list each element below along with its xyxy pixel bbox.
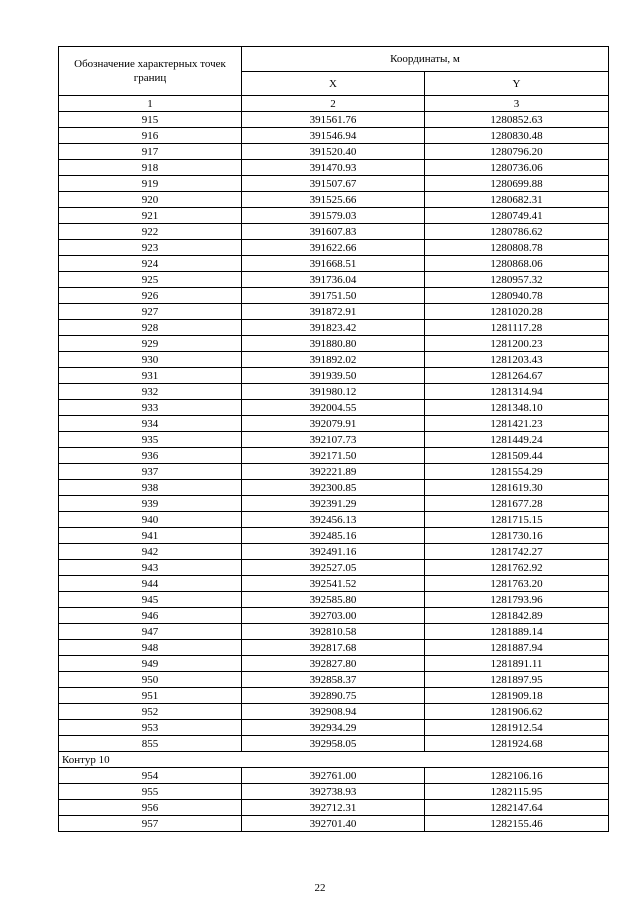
y-coordinate: 1280940.78 <box>425 288 609 304</box>
table-row <box>59 432 609 448</box>
y-coordinate: 1281554.29 <box>425 464 609 480</box>
y-coordinate: 1281449.24 <box>425 432 609 448</box>
y-coordinate: 1281264.67 <box>425 368 609 384</box>
table-row <box>59 160 609 176</box>
table-row <box>59 208 609 224</box>
x-coordinate: 392908.94 <box>242 704 425 720</box>
table-row <box>59 656 609 672</box>
point-number: 921 <box>59 208 242 224</box>
x-coordinate: 392171.50 <box>242 448 425 464</box>
table-row <box>59 128 609 144</box>
x-coordinate: 391579.03 <box>242 208 425 224</box>
point-number: 929 <box>59 336 242 352</box>
x-coordinate: 392701.40 <box>242 816 425 832</box>
y-coordinate: 1281793.96 <box>425 592 609 608</box>
x-coordinate: 391823.42 <box>242 320 425 336</box>
header-coordinates: Координаты, м <box>242 47 609 72</box>
x-coordinate: 392004.55 <box>242 400 425 416</box>
y-coordinate: 1282147.64 <box>425 800 609 816</box>
column-number: 2 <box>242 96 425 112</box>
x-coordinate: 392491.16 <box>242 544 425 560</box>
x-coordinate: 391980.12 <box>242 384 425 400</box>
x-coordinate: 391546.94 <box>242 128 425 144</box>
y-coordinate: 1281742.27 <box>425 544 609 560</box>
x-coordinate: 392527.05 <box>242 560 425 576</box>
y-coordinate: 1281619.30 <box>425 480 609 496</box>
x-coordinate: 391892.02 <box>242 352 425 368</box>
y-coordinate: 1280852.63 <box>425 112 609 128</box>
y-coordinate: 1281897.95 <box>425 672 609 688</box>
point-number: 944 <box>59 576 242 592</box>
y-coordinate: 1280830.48 <box>425 128 609 144</box>
point-number: 916 <box>59 128 242 144</box>
x-coordinate: 392391.29 <box>242 496 425 512</box>
column-number: 1 <box>59 96 242 112</box>
column-numbers-row <box>59 96 609 112</box>
table-row <box>59 320 609 336</box>
point-number: 935 <box>59 432 242 448</box>
y-coordinate: 1281730.16 <box>425 528 609 544</box>
x-coordinate: 392485.16 <box>242 528 425 544</box>
x-coordinate: 392934.29 <box>242 720 425 736</box>
point-number: 957 <box>59 816 242 832</box>
table-row <box>59 352 609 368</box>
x-coordinate: 391470.93 <box>242 160 425 176</box>
x-coordinate: 391668.51 <box>242 256 425 272</box>
y-coordinate: 1281715.15 <box>425 512 609 528</box>
table-row <box>59 528 609 544</box>
point-number: 924 <box>59 256 242 272</box>
point-number: 943 <box>59 560 242 576</box>
point-number: 954 <box>59 768 242 784</box>
table-row <box>59 272 609 288</box>
x-coordinate: 391507.67 <box>242 176 425 192</box>
x-coordinate: 392810.58 <box>242 624 425 640</box>
y-coordinate: 1281909.18 <box>425 688 609 704</box>
x-coordinate: 392890.75 <box>242 688 425 704</box>
table-row <box>59 416 609 432</box>
y-coordinate: 1281763.20 <box>425 576 609 592</box>
y-coordinate: 1282106.16 <box>425 768 609 784</box>
x-coordinate: 391622.66 <box>242 240 425 256</box>
table-header <box>59 47 609 112</box>
table-row <box>59 512 609 528</box>
point-number: 915 <box>59 112 242 128</box>
coordinates-table <box>58 46 609 832</box>
table-row <box>59 800 609 816</box>
header-point-designation: Обозначение характерных точек границ <box>59 47 242 96</box>
y-coordinate: 1282155.46 <box>425 816 609 832</box>
x-coordinate: 391520.40 <box>242 144 425 160</box>
point-number: 932 <box>59 384 242 400</box>
point-number: 945 <box>59 592 242 608</box>
x-coordinate: 392712.31 <box>242 800 425 816</box>
x-coordinate: 391872.91 <box>242 304 425 320</box>
y-coordinate: 1280786.62 <box>425 224 609 240</box>
y-coordinate: 1280868.06 <box>425 256 609 272</box>
point-number: 855 <box>59 736 242 752</box>
table-row <box>59 576 609 592</box>
point-number: 936 <box>59 448 242 464</box>
table-row <box>59 368 609 384</box>
x-coordinate: 392817.68 <box>242 640 425 656</box>
table-row <box>59 544 609 560</box>
point-number: 952 <box>59 704 242 720</box>
x-coordinate: 391525.66 <box>242 192 425 208</box>
table-row <box>59 736 609 752</box>
table-row <box>59 256 609 272</box>
y-coordinate: 1280808.78 <box>425 240 609 256</box>
table-row <box>59 144 609 160</box>
x-coordinate: 392585.80 <box>242 592 425 608</box>
x-coordinate: 391880.80 <box>242 336 425 352</box>
point-number: 949 <box>59 656 242 672</box>
y-coordinate: 1281509.44 <box>425 448 609 464</box>
point-number: 938 <box>59 480 242 496</box>
point-number: 918 <box>59 160 242 176</box>
table-row <box>59 624 609 640</box>
x-coordinate: 392738.93 <box>242 784 425 800</box>
table-row <box>59 704 609 720</box>
x-coordinate: 392703.00 <box>242 608 425 624</box>
y-coordinate: 1281842.89 <box>425 608 609 624</box>
x-coordinate: 392827.80 <box>242 656 425 672</box>
header-x: X <box>242 72 425 96</box>
y-coordinate: 1281906.62 <box>425 704 609 720</box>
table-row <box>59 464 609 480</box>
point-number: 940 <box>59 512 242 528</box>
point-number: 928 <box>59 320 242 336</box>
table-row <box>59 592 609 608</box>
y-coordinate: 1280796.20 <box>425 144 609 160</box>
x-coordinate: 392541.52 <box>242 576 425 592</box>
table-row <box>59 240 609 256</box>
table-row <box>59 784 609 800</box>
y-coordinate: 1281117.28 <box>425 320 609 336</box>
table-row <box>59 688 609 704</box>
point-number: 920 <box>59 192 242 208</box>
table-row <box>59 720 609 736</box>
table-row <box>59 112 609 128</box>
point-number: 917 <box>59 144 242 160</box>
page-number: 22 <box>314 882 326 894</box>
x-coordinate: 392761.00 <box>242 768 425 784</box>
table-row <box>59 608 609 624</box>
point-number: 946 <box>59 608 242 624</box>
table-row <box>59 176 609 192</box>
y-coordinate: 1280736.06 <box>425 160 609 176</box>
point-number: 955 <box>59 784 242 800</box>
point-number: 925 <box>59 272 242 288</box>
y-coordinate: 1281889.14 <box>425 624 609 640</box>
point-number: 922 <box>59 224 242 240</box>
y-coordinate: 1281200.23 <box>425 336 609 352</box>
point-number: 951 <box>59 688 242 704</box>
y-coordinate: 1281912.54 <box>425 720 609 736</box>
table-body <box>59 112 609 752</box>
x-coordinate: 391561.76 <box>242 112 425 128</box>
x-coordinate: 392221.89 <box>242 464 425 480</box>
point-number: 923 <box>59 240 242 256</box>
x-coordinate: 391751.50 <box>242 288 425 304</box>
y-coordinate: 1280682.31 <box>425 192 609 208</box>
x-coordinate: 392300.85 <box>242 480 425 496</box>
point-number: 934 <box>59 416 242 432</box>
point-number: 933 <box>59 400 242 416</box>
x-coordinate: 391607.83 <box>242 224 425 240</box>
table-row <box>59 768 609 784</box>
table-row <box>59 448 609 464</box>
y-coordinate: 1281677.28 <box>425 496 609 512</box>
point-number: 930 <box>59 352 242 368</box>
point-number: 931 <box>59 368 242 384</box>
x-coordinate: 392958.05 <box>242 736 425 752</box>
point-number: 953 <box>59 720 242 736</box>
y-coordinate: 1281348.10 <box>425 400 609 416</box>
y-coordinate: 1280957.32 <box>425 272 609 288</box>
y-coordinate: 1281891.11 <box>425 656 609 672</box>
point-number: 941 <box>59 528 242 544</box>
table-row <box>59 288 609 304</box>
point-number: 947 <box>59 624 242 640</box>
table-row <box>59 224 609 240</box>
x-coordinate: 392107.73 <box>242 432 425 448</box>
y-coordinate: 1280749.41 <box>425 208 609 224</box>
contour-row <box>59 752 609 768</box>
point-number: 950 <box>59 672 242 688</box>
y-coordinate: 1281762.92 <box>425 560 609 576</box>
y-coordinate: 1281314.94 <box>425 384 609 400</box>
table-row <box>59 672 609 688</box>
x-coordinate: 392079.91 <box>242 416 425 432</box>
y-coordinate: 1281887.94 <box>425 640 609 656</box>
y-coordinate: 1282115.95 <box>425 784 609 800</box>
table-row <box>59 336 609 352</box>
y-coordinate: 1281924.68 <box>425 736 609 752</box>
point-number: 919 <box>59 176 242 192</box>
y-coordinate: 1280699.88 <box>425 176 609 192</box>
point-number: 942 <box>59 544 242 560</box>
x-coordinate: 392456.13 <box>242 512 425 528</box>
x-coordinate: 392858.37 <box>242 672 425 688</box>
point-number: 939 <box>59 496 242 512</box>
point-number: 926 <box>59 288 242 304</box>
table-row <box>59 496 609 512</box>
contour-label: Контур 10 <box>59 752 609 768</box>
y-coordinate: 1281020.28 <box>425 304 609 320</box>
table-row <box>59 480 609 496</box>
point-number: 937 <box>59 464 242 480</box>
contour-body <box>59 768 609 832</box>
y-coordinate: 1281203.43 <box>425 352 609 368</box>
table-row <box>59 304 609 320</box>
table-row <box>59 384 609 400</box>
point-number: 927 <box>59 304 242 320</box>
x-coordinate: 391736.04 <box>242 272 425 288</box>
table-row <box>59 816 609 832</box>
table-row <box>59 400 609 416</box>
x-coordinate: 391939.50 <box>242 368 425 384</box>
header-y: Y <box>425 72 609 96</box>
table-row <box>59 192 609 208</box>
point-number: 948 <box>59 640 242 656</box>
contour-section <box>59 752 609 768</box>
point-number: 956 <box>59 800 242 816</box>
y-coordinate: 1281421.23 <box>425 416 609 432</box>
table-row <box>59 560 609 576</box>
column-number: 3 <box>425 96 609 112</box>
table-row <box>59 640 609 656</box>
